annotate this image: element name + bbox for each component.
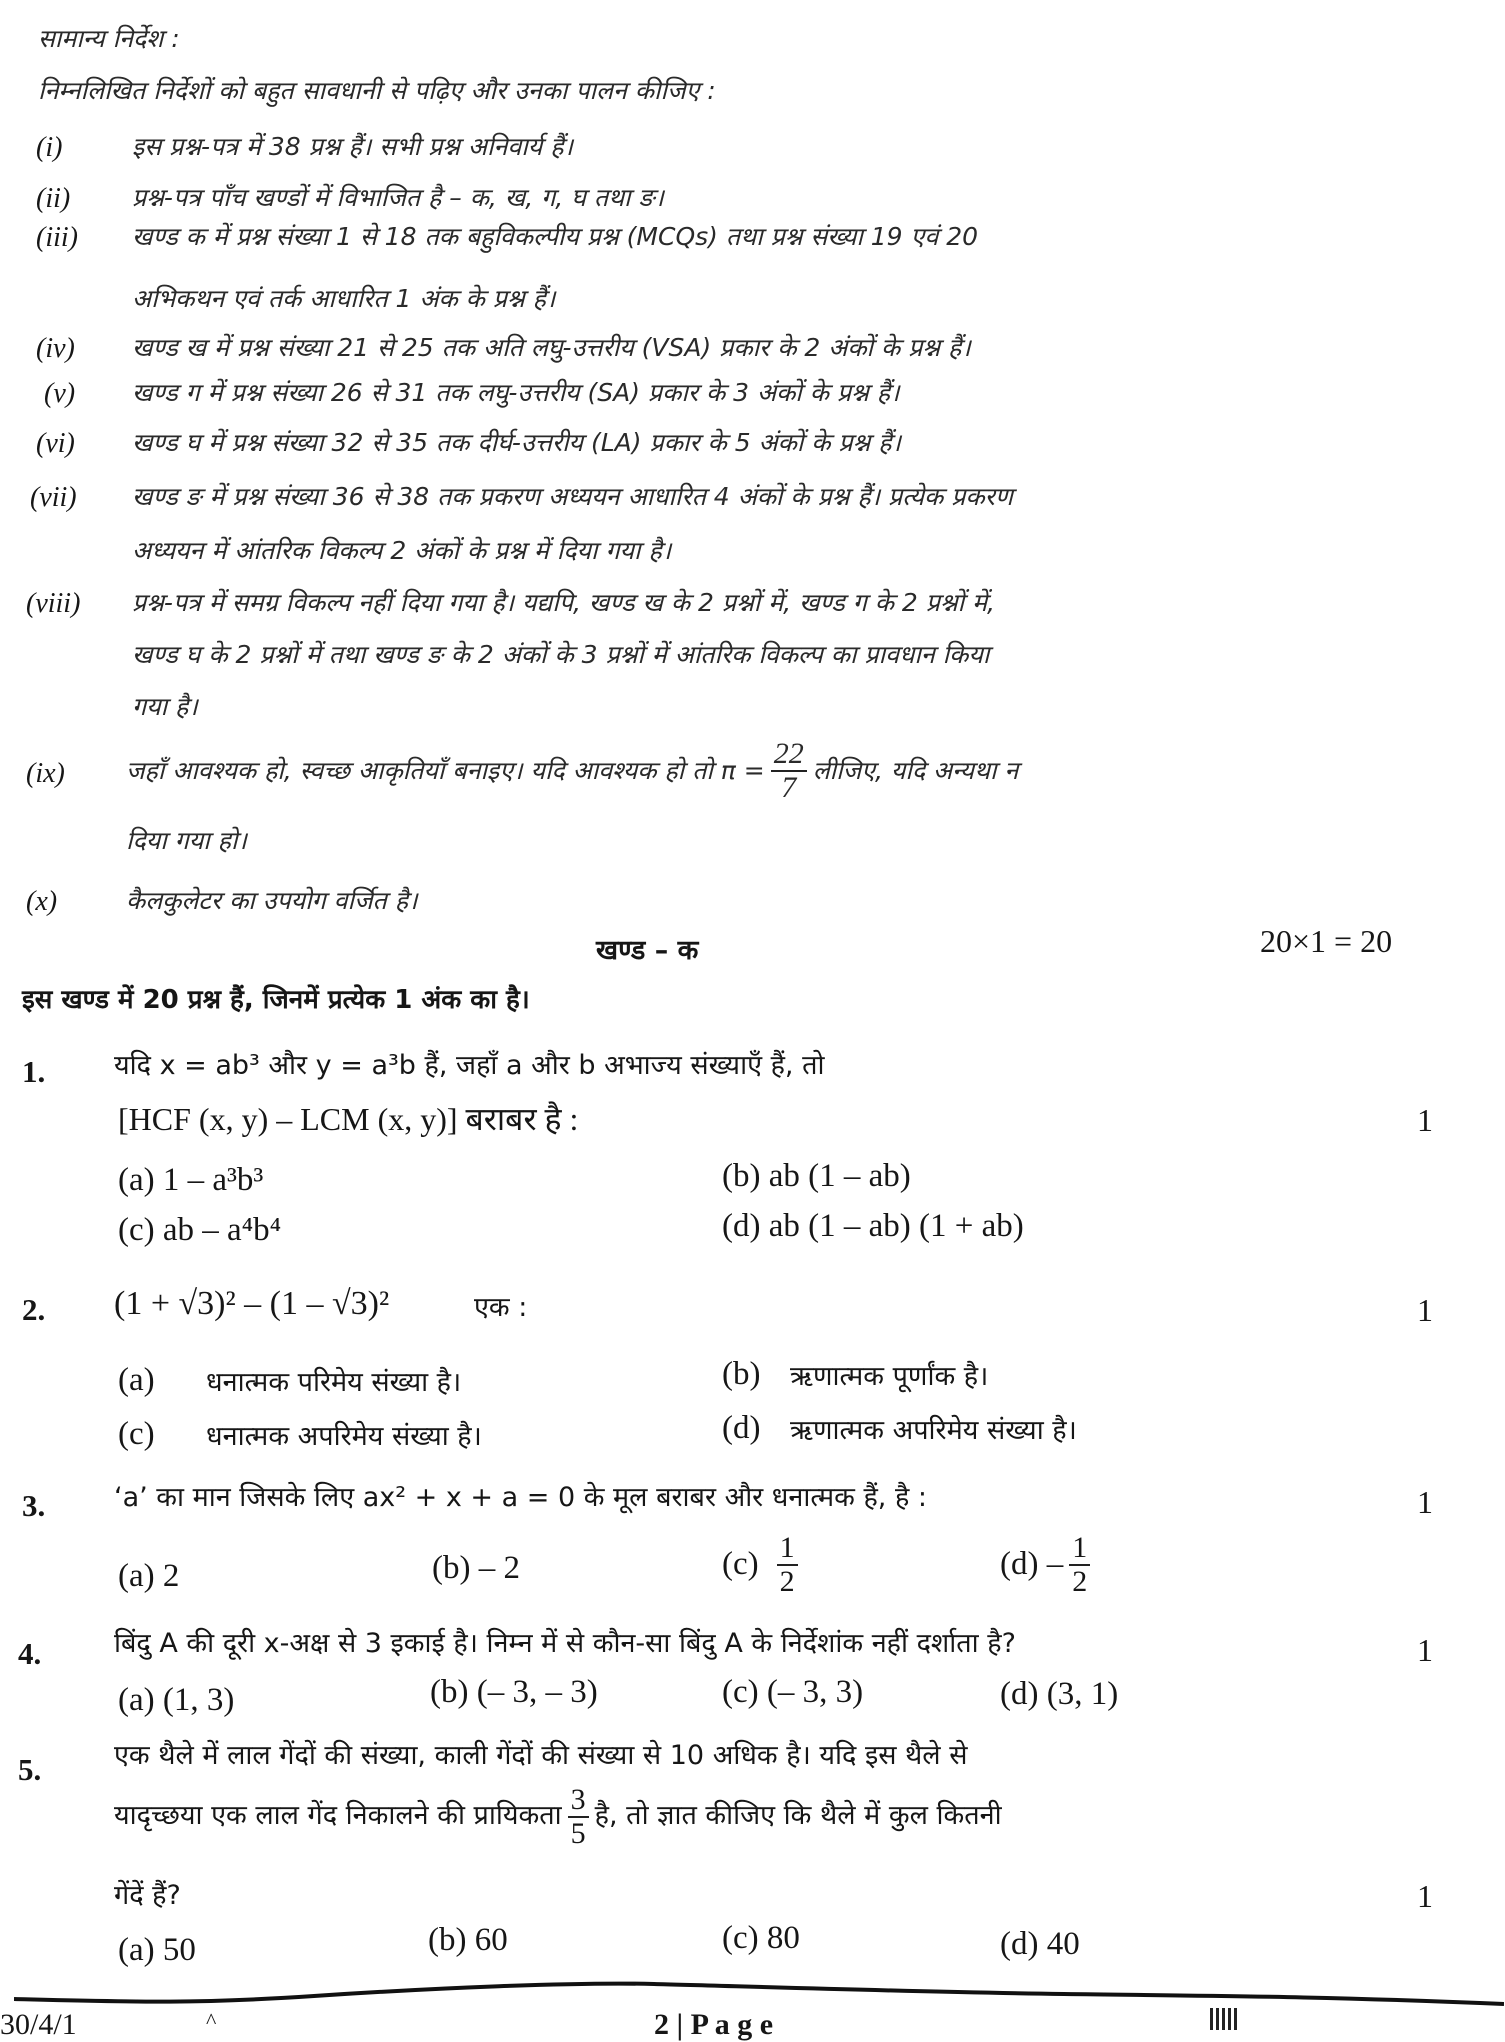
paper-code: 30/4/1 bbox=[0, 2008, 77, 2041]
instruction-text: खण्ड घ के 2 प्रश्नों में तथा खण्ड ङ के 2 अंकों के 3 प्रश्नों में आंतरिक विकल्प का प्रावधान किया bbox=[132, 640, 990, 669]
instruction-number: (iv) bbox=[36, 333, 75, 364]
option-a: (a) 50 bbox=[118, 1932, 196, 1968]
instruction-text: इस प्रश्न-पत्र में 38 प्रश्न हैं। सभी प्रश्न अनिवार्य हैं। bbox=[132, 132, 573, 161]
fraction-numerator: 1 bbox=[1069, 1532, 1090, 1566]
page-number: 2 | P a g e bbox=[654, 2008, 774, 2041]
option-c: धनात्मक अपरिमेय संख्या है। bbox=[206, 1421, 482, 1452]
instruction-text: खण्ड ग में प्रश्न संख्या 26 से 31 तक लघु-उत्तरीय (SA) प्रकार के 3 अंकों के प्रश्न हैं। bbox=[132, 378, 900, 407]
fraction-numerator: 22 bbox=[771, 738, 807, 772]
fraction-denominator: 7 bbox=[781, 770, 797, 804]
option-fraction bbox=[777, 1532, 798, 1597]
instruction-text: प्रश्न-पत्र में समग्र विकल्प नहीं दिया गया है। यद्यपि, खण्ड ख के 2 प्रश्नों में, खण्ड ग के 2 प्रश्नों में, bbox=[132, 588, 995, 617]
question-marks: 1 bbox=[1417, 1632, 1433, 1668]
question-number: 1. bbox=[22, 1054, 46, 1089]
question-marks: 1 bbox=[1417, 1102, 1433, 1138]
option-a: धनात्मक परिमेय संख्या है। bbox=[206, 1367, 462, 1398]
instruction-text bbox=[126, 738, 1018, 803]
option-d: (d) 40 bbox=[1000, 1926, 1080, 1962]
question-marks: 1 bbox=[1417, 1292, 1433, 1328]
question-number: 5. bbox=[18, 1752, 42, 1787]
fraction-numerator: 1 bbox=[777, 1532, 798, 1566]
question-text-part: है, तो ज्ञात कीजिए कि थैले में कुल कितनी bbox=[594, 1800, 1002, 1832]
instruction-text: खण्ड घ में प्रश्न संख्या 32 से 35 तक दीर्घ-उत्तरीय (LA) प्रकार के 5 अंकों के प्रश्न हैं। bbox=[132, 428, 902, 457]
caret-mark: ^ bbox=[206, 2008, 217, 2033]
option-c: (c) 80 bbox=[722, 1920, 800, 1956]
option-b: ऋणात्मक पूर्णांक है। bbox=[790, 1361, 989, 1392]
question-text: ‘a’ का मान जिसके लिए ax² + x + a = 0 के मूल बराबर और धनात्मक हैं, है : bbox=[114, 1482, 927, 1513]
instruction-number: (ix) bbox=[26, 758, 65, 789]
question-expression: (1 + √3)² – (1 – √3)² bbox=[114, 1285, 390, 1322]
option-label: (c) bbox=[722, 1546, 759, 1582]
option-b: (b) (– 3, – 3) bbox=[430, 1674, 598, 1710]
question-marks: 1 bbox=[1417, 1878, 1433, 1914]
question-text: बिंदु A की दूरी x-अक्ष से 3 इकाई है। निम्न में से कौन-सा बिंदु A के निर्देशांक नहीं दर्शाता है? bbox=[114, 1628, 1016, 1659]
instruction-number: (viii) bbox=[26, 588, 81, 619]
option-c bbox=[722, 1532, 804, 1597]
option-a: (a) 2 bbox=[118, 1558, 180, 1594]
option-d: (d) ab (1 – ab) (1 + ab) bbox=[722, 1208, 1024, 1244]
option-c-label: (c) bbox=[118, 1416, 155, 1452]
instruction-text: अध्ययन में आंतरिक विकल्प 2 अंकों के प्रश्न में दिया गया है। bbox=[132, 536, 672, 565]
qr-code-icon bbox=[1210, 2008, 1238, 2030]
fraction-denominator: 2 bbox=[779, 1564, 795, 1598]
instruction-text: प्रश्न-पत्र पाँच खण्डों में विभाजित है – क, ख, ग, घ तथा ङ। bbox=[132, 183, 664, 212]
question-text: यदि x = ab³ और y = a³b हैं, जहाँ a और b अभाज्य संख्याएँ हैं, तो bbox=[114, 1050, 825, 1081]
option-c: (c) (– 3, 3) bbox=[722, 1674, 864, 1710]
instruction-text: खण्ड क में प्रश्न संख्या 1 से 18 तक बहुविकल्पीय प्रश्न (MCQs) तथा प्रश्न संख्या 19 एवं 20 bbox=[132, 222, 979, 251]
instruction-number: (i) bbox=[36, 132, 63, 163]
section-intro: इस खण्ड में 20 प्रश्न हैं, जिनमें प्रत्येक 1 अंक का है। bbox=[22, 985, 530, 1015]
instruction-text: अभिकथन एवं तर्क आधारित 1 अंक के प्रश्न हैं। bbox=[132, 284, 556, 313]
instruction-text-part: लीजिए, यदि अन्यथा न bbox=[812, 755, 1019, 785]
instruction-number: (vii) bbox=[30, 482, 77, 513]
question-number: 2. bbox=[22, 1292, 46, 1327]
section-title: खण्ड – क bbox=[596, 935, 699, 966]
instruction-number: (ii) bbox=[36, 183, 71, 214]
instruction-text: गया है। bbox=[132, 692, 198, 721]
question-marks: 1 bbox=[1417, 1484, 1433, 1520]
option-d bbox=[1000, 1532, 1096, 1597]
option-d: (d) (3, 1) bbox=[1000, 1676, 1119, 1712]
option-b: (b) ab (1 – ab) bbox=[722, 1158, 911, 1194]
option-b: (b) 60 bbox=[428, 1922, 508, 1958]
fraction-numerator: 3 bbox=[568, 1784, 589, 1818]
instruction-text-part: जहाँ आवश्यक हो, स्वच्छ आकृतियाँ बनाइए। यदि आवश्यक हो तो π = bbox=[126, 755, 765, 785]
instruction-number: (iii) bbox=[36, 222, 78, 253]
probability-fraction bbox=[568, 1784, 589, 1849]
instruction-text: कैलकुलेटर का उपयोग वर्जित है। bbox=[126, 886, 418, 915]
option-c: (c) ab – a⁴b⁴ bbox=[118, 1212, 282, 1248]
question-text: एक थैले में लाल गेंदों की संख्या, काली गेंदों की संख्या से 10 अधिक है। यदि इस थैले से bbox=[114, 1740, 968, 1771]
question-text: एक : bbox=[474, 1292, 528, 1323]
question-number: 4. bbox=[18, 1636, 42, 1671]
footer-divider bbox=[14, 1978, 1504, 2008]
fraction-denominator: 5 bbox=[570, 1816, 586, 1850]
question-text: [HCF (x, y) – LCM (x, y)] बराबर है : bbox=[118, 1101, 579, 1137]
instruction-number: (x) bbox=[26, 886, 58, 917]
option-a: (a) (1, 3) bbox=[118, 1682, 235, 1718]
option-d-label: (d) bbox=[722, 1410, 761, 1446]
section-marks: 20×1 = 20 bbox=[1260, 923, 1393, 959]
instruction-text: खण्ड ख में प्रश्न संख्या 21 से 25 तक अति लघु-उत्तरीय (VSA) प्रकार के 2 अंकों के प्रश्न हैं। bbox=[132, 333, 971, 362]
question-text-part: यादृच्छया एक लाल गेंद निकालने की प्रायिकता bbox=[114, 1800, 562, 1832]
instructions-heading: सामान्य निर्देश : bbox=[38, 24, 180, 53]
fraction-denominator: 2 bbox=[1072, 1564, 1088, 1598]
option-b: (b) – 2 bbox=[432, 1550, 520, 1586]
option-label: (d) – bbox=[1000, 1546, 1064, 1582]
instruction-number: (v) bbox=[44, 378, 76, 409]
option-fraction bbox=[1069, 1532, 1090, 1597]
option-a-label: (a) bbox=[118, 1362, 155, 1398]
instruction-text: दिया गया हो। bbox=[126, 826, 247, 855]
question-text: गेंदें हैं? bbox=[114, 1880, 181, 1911]
option-a: (a) 1 – a³b³ bbox=[118, 1162, 264, 1198]
instructions-intro: निम्नलिखित निर्देशों को बहुत सावधानी से पढ़िए और उनका पालन कीजिए : bbox=[38, 76, 716, 105]
instruction-number: (vi) bbox=[36, 428, 75, 459]
instruction-text: खण्ड ङ में प्रश्न संख्या 36 से 38 तक प्रकरण अध्ययन आधारित 4 अंकों के प्रश्न हैं। प्रत्येक प्रकरण bbox=[132, 482, 1013, 511]
question-number: 3. bbox=[22, 1488, 46, 1523]
option-b-label: (b) bbox=[722, 1356, 761, 1392]
pi-fraction bbox=[771, 738, 807, 803]
question-text bbox=[114, 1784, 1002, 1849]
option-d: ऋणात्मक अपरिमेय संख्या है। bbox=[790, 1415, 1077, 1446]
